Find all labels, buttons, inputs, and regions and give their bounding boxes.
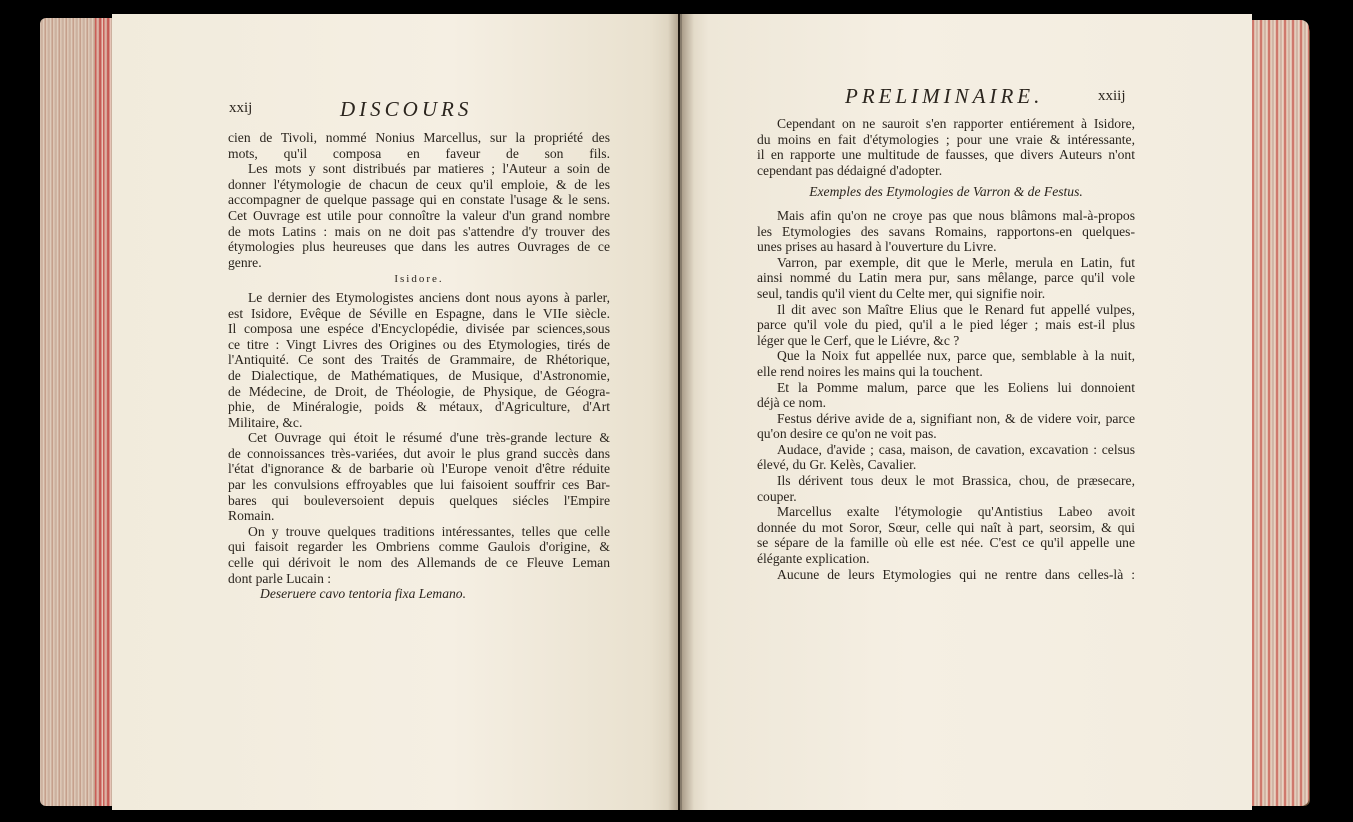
text-line: Le dernier des Etymologistes anciens dont nous ayons à parler, bbox=[248, 289, 610, 305]
text-line: étymologies plus heureuses que dans les autres Ouvrages de ce bbox=[228, 239, 610, 255]
left-page-number: xxij bbox=[229, 100, 253, 116]
text-line: unes prises au hasard à l'ouverture du Livre. bbox=[757, 239, 997, 255]
text-line: déjà ce nom. bbox=[757, 395, 827, 411]
text-line: ainsi nommé du Latin mera pur, sans mêlange, parce qu'il vole bbox=[757, 270, 1135, 286]
text-line: parce qu'il vole du pied, qu'il a le pied léger ; mais est-il plus bbox=[757, 317, 1135, 333]
left-page-text bbox=[228, 130, 610, 602]
right-page-number: xxiij bbox=[1098, 88, 1126, 104]
text-line: Cet Ouvrage est utile pour connoître la valeur d'un grand nombre bbox=[228, 207, 610, 223]
text-line: Il dit avec son Maître Elius que le Renard fut appellé vulpes, bbox=[777, 301, 1135, 317]
text-line: léger que le Cerf, que le Liévre, &c ? bbox=[757, 332, 960, 348]
text-line: Marcellus exalte l'étymologie qu'Antistius Labeo avoit bbox=[777, 504, 1135, 520]
text-line: On y trouve quelques traditions intéressantes, telles que celle bbox=[248, 523, 610, 539]
text-line: est Isidore, Evêque de Séville en Espagne, dans le VIIe siècle. bbox=[228, 305, 610, 321]
text-line: les Etymologies des savans Romains, rapportons-en quelques- bbox=[757, 223, 1135, 239]
verse-quote: Deseruere cavo tentoria fixa Lemano. bbox=[260, 586, 466, 602]
text-line: Audace, d'avide ; casa, maison, de cavation, excavation : celsus bbox=[777, 441, 1135, 457]
text-line: Et la Pomme malum, parce que les Eoliens lui donnoient bbox=[777, 379, 1135, 395]
text-line: Cet Ouvrage qui étoit le résumé d'une très-grande lecture & bbox=[248, 430, 610, 446]
book-gutter bbox=[668, 14, 694, 810]
text-line: par les convulsions effroyables que lui faisoient souffrir ces Bar- bbox=[228, 477, 610, 493]
text-line: il en rapporte une multitude de fausses, que divers Auteurs n'ont bbox=[757, 147, 1135, 163]
text-line: cien de Tivoli, nommé Nonius Marcellus, sur la propriété des bbox=[228, 130, 610, 145]
text-line: celle qui dérivoit le nom des Allemands de ce Fleuve Leman bbox=[228, 555, 610, 571]
text-line: de Dialectique, de Mathématiques, de Musique, d'Astronomie, bbox=[228, 367, 610, 383]
text-line: Aucune de leurs Etymologies qui ne rentre dans celles-là : bbox=[777, 566, 1135, 582]
text-line: bares qui bouleversoient depuis quelques siécles l'Empire bbox=[228, 492, 610, 508]
right-page-text bbox=[757, 116, 1135, 582]
right-running-head: PRELIMINAIRE. bbox=[845, 84, 1044, 108]
text-line: Cependant on ne sauroit s'en rapporter entiérement à Isidore, bbox=[777, 116, 1135, 131]
text-line: de mots Latins : mais on ne doit pas s'attendre d'y trouver des bbox=[228, 223, 610, 239]
left-running-head: DISCOURS bbox=[340, 97, 473, 121]
text-line: Mais afin qu'on ne croye pas que nous blâmons mal-à-propos bbox=[777, 207, 1135, 223]
text-line: qui faisoit regarder les Ombriens comme Gaulois d'origine, & bbox=[228, 539, 610, 555]
text-line: accompagner de quelque passage qui en constate l'usage & le sens. bbox=[228, 192, 610, 208]
text-line: Il composa une espéce d'Encyclopédie, divisée par sciences,sous bbox=[228, 321, 610, 337]
section-heading: Isidore. bbox=[394, 273, 444, 286]
text-line: Militaire, &c. bbox=[228, 414, 303, 430]
text-line: mots, qu'il composa en faveur de son fils. bbox=[228, 145, 610, 161]
text-line: du moins en fait d'étymologies ; pour une vraie & intéressante, bbox=[757, 131, 1135, 147]
text-line: élégante explication. bbox=[757, 551, 870, 567]
text-line: cependant pas dédaigné d'adopter. bbox=[757, 162, 943, 178]
text-line: Romain. bbox=[228, 508, 275, 524]
text-line: donner l'étymologie de chacun de ceux qu'il emploie, & de les bbox=[228, 176, 610, 192]
text-line: élevé, du Gr. Kelès, Cavalier. bbox=[757, 457, 917, 473]
text-line: qu'on desire ce qu'on ne voit pas. bbox=[757, 426, 937, 442]
section-subtitle: Exemples des Etymologies de Varron & de Festus. bbox=[809, 184, 1083, 200]
text-line: de Médecine, de Droit, de Théologie, de Physique, de Géogra- bbox=[228, 383, 610, 399]
text-line: Varron, par exemple, dit que le Merle, merula en Latin, fut bbox=[777, 254, 1135, 270]
text-line: Que la Noix fut appellée nux, parce que, semblable à la nuit, bbox=[777, 348, 1135, 364]
text-line: Festus dérive avide de a, signifiant non, & de videre voir, parce bbox=[777, 410, 1135, 426]
text-line: ce titre : Vingt Livres des Origines ou des Etymologies, tirés de bbox=[228, 336, 610, 352]
text-line: dont parle Lucain : bbox=[228, 570, 332, 586]
text-line: l'Antiquité. Ce sont des Traités de Grammaire, de Rhétorique, bbox=[228, 352, 610, 368]
text-line: de connoissances très-variées, dut avoir le plus grand succès dans bbox=[228, 445, 610, 461]
text-line: l'état d'ignorance & de barbarie où l'Europe venoit d'être réduite bbox=[228, 461, 610, 477]
text-line: phie, de Minéralogie, poids & métaux, d'Agriculture, d'Art bbox=[228, 399, 610, 415]
text-line: genre. bbox=[228, 254, 262, 270]
text-line: se sépare de la famille où elle est née. C'est ce qu'il appelle une bbox=[757, 535, 1135, 551]
text-line: Les mots y sont distribués par matieres ; l'Auteur a soin de bbox=[248, 161, 610, 177]
text-line: Ils dérivent tous deux le mot Brassica, chou, de præsecare, bbox=[777, 473, 1135, 489]
right-page-edges bbox=[1247, 20, 1309, 806]
text-line: elle rend noires les mains qui la touchent. bbox=[757, 363, 983, 379]
text-line: seul, tandis qu'il vient du Celte mer, qui signifie noir. bbox=[757, 285, 1046, 301]
left-red-edge bbox=[95, 18, 111, 806]
text-line: couper. bbox=[757, 488, 797, 504]
text-line: donnée du mot Soror, Sœur, celle qui naît à part, seorsim, & qui bbox=[757, 519, 1135, 535]
